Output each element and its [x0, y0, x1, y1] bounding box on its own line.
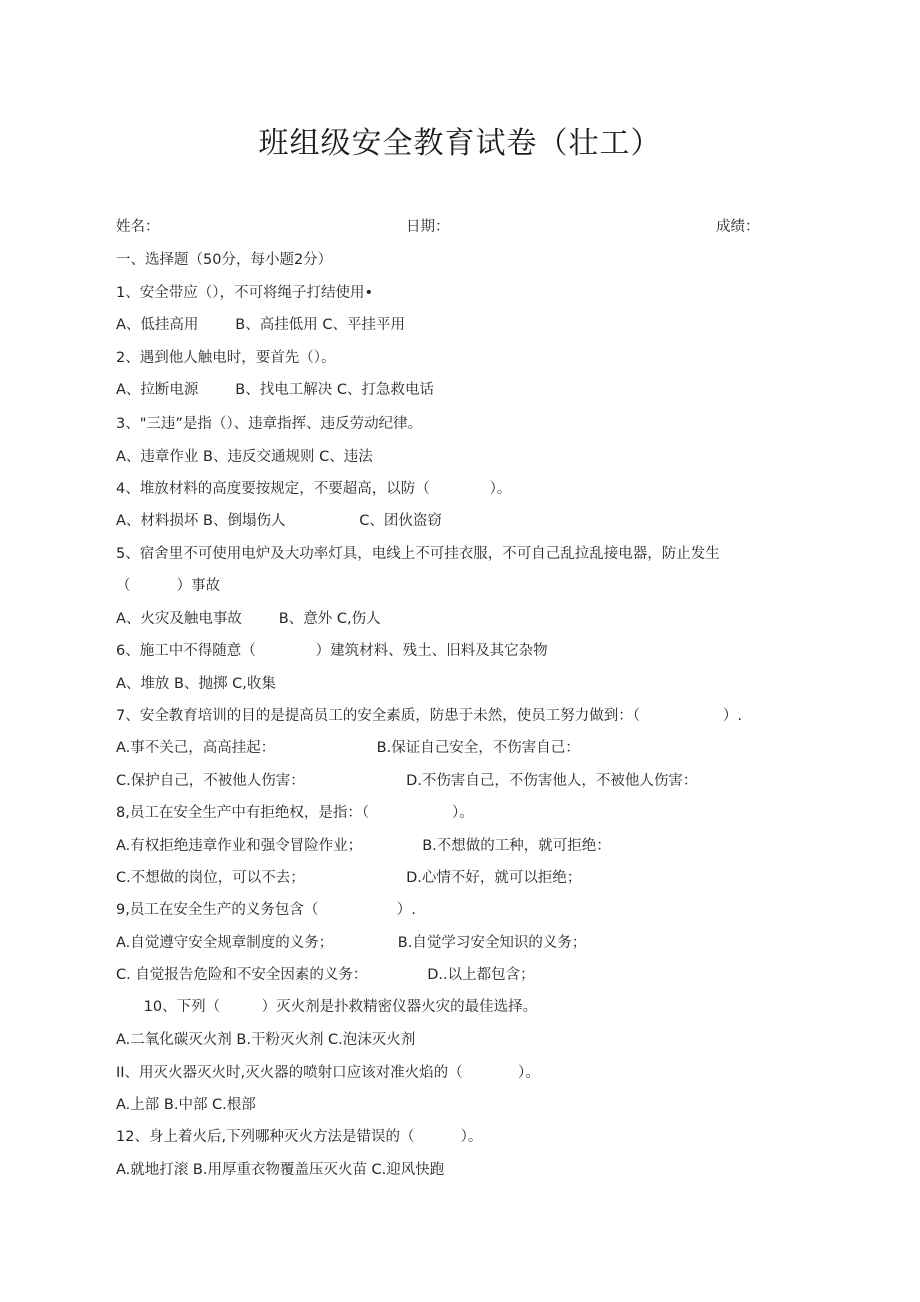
- question-8: 8,员工在安全生产中有拒绝权，是指：（ ）。: [116, 805, 474, 821]
- question-11: II、用灭火器灭火时,灭火器的喷射口应该对准火焰的（ ）。: [116, 1065, 540, 1081]
- options-3: A、违章作业 B、违反交通规则 C、违法: [116, 449, 373, 465]
- options-4: A、材料损坏 B、倒塌伤人 C、团伙盗窃: [116, 513, 442, 529]
- question-3: 3、"三违”是指（）、违章指挥、违反劳动纪律。: [116, 416, 423, 432]
- section-heading: 一、选择题（50分，每小题2分）: [116, 252, 333, 268]
- question-6: 6、施工中不得随意（ ）建筑材料、残土、旧料及其它杂物: [116, 643, 548, 659]
- options-2: A、拉断电源 B、找电工解决 C、打急救电话: [116, 382, 434, 398]
- options-6: A、堆放 B、抛掷 C,收集: [116, 676, 276, 692]
- question-5-continued: （ ）事故: [116, 578, 221, 594]
- options-8-cd: C.不想做的岗位，可以不去； D.心情不好，就可以拒绝；: [116, 870, 582, 886]
- question-9: 9,员工在安全生产的义务包含（ ）.: [116, 902, 416, 918]
- options-9-ab: A.自觉遵守安全规章制度的义务； B.自觉学习安全知识的义务；: [116, 935, 587, 951]
- options-7-ab: A.事不关己，高高挂起： B.保证自己安全，不伤害自己：: [116, 740, 580, 756]
- options-11: A.上部 B.中部 C.根部: [116, 1097, 256, 1113]
- question-12: 12、身上着火后,下列哪种灭火方法是错误的（ ）。: [116, 1129, 483, 1145]
- question-7: 7、安全教育培训的目的是提高员工的安全素质，防患于未然，使员工努力做到：（ ）.: [116, 708, 743, 724]
- page-title: 班组级安全教育试卷（壮工）: [258, 126, 662, 161]
- date-label: 日期：: [406, 219, 450, 235]
- question-2: 2、遇到他人触电时，要首先（）。: [116, 350, 336, 366]
- question-4: 4、堆放材料的高度要按规定，不要超高，以防（ ）。: [116, 481, 512, 497]
- options-5: A、火灾及触电事故 B、意外 C,伤人: [116, 611, 381, 627]
- score-label: 成绩：: [716, 219, 760, 235]
- name-label: 姓名：: [116, 219, 160, 235]
- question-10: 10、下列（ ）灭火剂是扑救精密仪器火灾的最佳选择。: [116, 999, 538, 1015]
- options-7-cd: C.保护自己，不被他人伤害： D.不伤害自己，不伤害他人，不被他人伤害：: [116, 773, 698, 789]
- options-1: A、低挂高用 B、高挂低用 C、平挂平用: [116, 317, 405, 333]
- options-12: A.就地打滚 B.用厚重衣物覆盖压灭火苗 C.迎风快跑: [116, 1162, 445, 1178]
- options-8-ab: A.有权拒绝违章作业和强令冒险作业； B.不想做的工种，就可拒绝：: [116, 838, 611, 854]
- question-1: 1、安全带应（），不可将绳子打结使用•: [116, 285, 374, 301]
- options-10: A.二氧化碳灭火剂 B.干粉灭火剂 C.泡沫灭火剂: [116, 1032, 416, 1048]
- question-5: 5、宿舍里不可使用电炉及大功率灯具，电线上不可挂衣服，不可自己乱拉乱接电器，防止发生: [116, 546, 720, 562]
- options-9-cd: C. 自觉报告危险和不安全因素的义务： D..以上都包含；: [116, 967, 535, 983]
